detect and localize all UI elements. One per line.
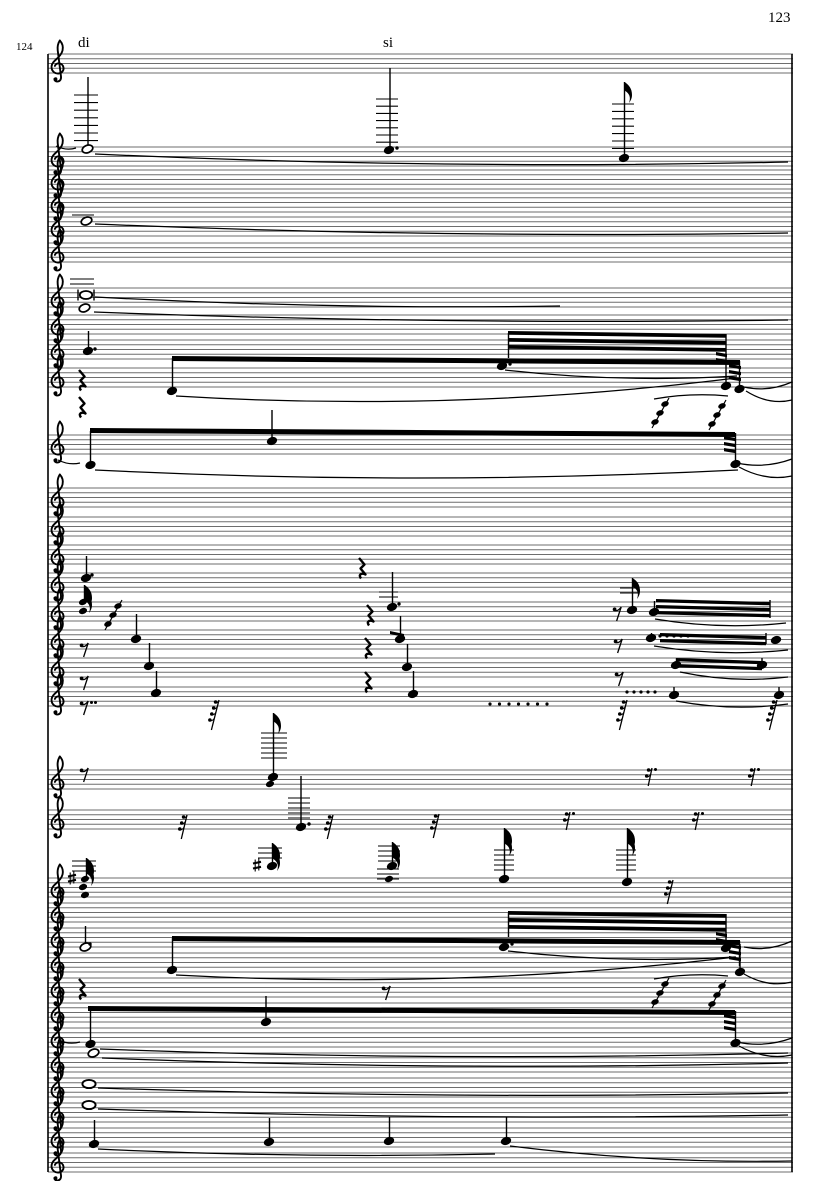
note-head	[645, 632, 658, 643]
note-head	[88, 1138, 101, 1149]
note-head-small	[265, 780, 275, 789]
treble-clef-dot	[54, 793, 58, 797]
half-note-head	[87, 1048, 100, 1059]
tie-slur	[98, 1088, 788, 1095]
note-head	[295, 821, 308, 832]
note-cluster-head	[717, 982, 726, 990]
beam	[172, 356, 740, 365]
dot-row-dot	[653, 690, 656, 693]
rest-dot	[701, 812, 704, 815]
note-cluster-head	[660, 980, 669, 988]
treble-clef-dot	[54, 901, 58, 905]
note-cluster-head	[712, 411, 721, 419]
tie-slur	[739, 467, 792, 478]
tie-slur	[737, 1038, 792, 1044]
beam	[508, 345, 726, 352]
dot-row-dot	[672, 634, 675, 637]
multi-rest-hook	[616, 718, 620, 722]
treble-clef-dot	[54, 1026, 58, 1030]
multi-rest-hook	[180, 821, 184, 825]
treble-clef-dot	[54, 1051, 58, 1055]
multi-rest-hook	[178, 827, 182, 831]
note-cluster-head	[113, 602, 122, 610]
tie-slur	[680, 672, 788, 679]
measure-number: 124	[16, 41, 33, 53]
note-head	[386, 860, 399, 871]
half-note-head	[81, 144, 94, 155]
note-head	[166, 964, 179, 975]
quarter-rest-icon	[367, 605, 374, 626]
sharp-icon	[253, 862, 261, 864]
treble-clef-dot	[54, 833, 58, 837]
rest-dot	[572, 812, 575, 815]
dot-row-dot	[679, 634, 682, 637]
note-head-small	[80, 875, 90, 884]
sharp-icon	[68, 875, 76, 877]
dot-row-dot	[639, 690, 642, 693]
beam	[508, 925, 726, 932]
treble-clef-icon	[52, 422, 64, 463]
beam	[676, 658, 762, 664]
note-head	[386, 601, 399, 612]
treble-clef-dot	[54, 1076, 58, 1080]
treble-clef-dot	[54, 458, 58, 462]
multi-rest-hook	[212, 706, 216, 710]
beam	[508, 331, 726, 338]
treble-clef-dot	[54, 1176, 58, 1180]
sharp-icon	[68, 880, 76, 882]
treble-clef-icon	[52, 41, 64, 82]
dot-row-dot	[665, 634, 668, 637]
dot-row-dot	[545, 702, 548, 705]
note-head-small	[384, 875, 394, 884]
dot-row-dot	[498, 702, 501, 705]
tie-slur	[95, 224, 788, 235]
tie-slur	[176, 957, 736, 980]
quarter-rest-icon	[365, 672, 372, 693]
multi-rest-hook	[748, 774, 752, 778]
note-cluster-head	[655, 409, 664, 417]
rest-dot	[90, 701, 93, 704]
lyric-syllable-di: di	[78, 35, 90, 51]
multi-rest-hook	[666, 886, 670, 890]
multi-rest-hook	[432, 820, 436, 824]
treble-clef-dot	[54, 240, 58, 244]
treble-clef-dot	[54, 216, 58, 220]
tie-slur	[176, 378, 736, 402]
note-head	[80, 572, 93, 583]
whole-note-head	[82, 1101, 95, 1109]
dot-row-dot	[488, 702, 491, 705]
note-cluster-head	[108, 611, 117, 619]
note-head	[260, 1016, 273, 1027]
note-cluster-head	[655, 989, 664, 997]
augmentation-dot	[397, 602, 400, 605]
sharp-icon	[253, 867, 261, 869]
augmentation-dot	[508, 362, 511, 365]
augmentation-dot	[510, 942, 513, 945]
multi-rest-hook	[208, 718, 212, 722]
tie-slur	[510, 1146, 792, 1161]
rest-dot	[757, 768, 760, 771]
note-head	[383, 144, 396, 155]
page-number: 123	[768, 10, 791, 26]
note-head	[84, 1038, 97, 1049]
multi-rest-hook	[210, 712, 214, 716]
note-head	[733, 383, 746, 394]
augmentation-dot	[90, 573, 93, 576]
quarter-rest-icon	[365, 638, 372, 659]
tie-slur	[737, 459, 792, 465]
dot-row-dot	[526, 702, 529, 705]
augmentation-dot	[395, 146, 398, 149]
treble-clef-dot	[54, 1126, 58, 1130]
quarter-rest-icon	[79, 979, 86, 1000]
beam	[656, 605, 770, 611]
dot-row-dot	[517, 702, 520, 705]
tie-slur	[744, 382, 792, 389]
note-cluster-head	[650, 998, 659, 1006]
quarter-rest-icon	[359, 558, 366, 579]
dot-row-dot	[658, 634, 661, 637]
beam	[660, 633, 766, 639]
note-head	[773, 689, 786, 700]
note-head	[626, 604, 639, 615]
treble-clef-dot	[54, 926, 58, 930]
dot-row-dot	[686, 634, 689, 637]
note-cluster-head	[707, 420, 716, 428]
multi-rest-hook	[324, 827, 328, 831]
note-head	[407, 688, 420, 699]
tie-slur	[654, 395, 728, 399]
treble-clef-dot	[54, 1101, 58, 1105]
treble-clef-dot	[54, 710, 58, 714]
note-head	[266, 860, 279, 871]
treble-clef-dot	[54, 391, 58, 395]
note-cluster-head	[717, 402, 726, 410]
treble-clef-icon	[52, 757, 64, 798]
dot-row-dot	[646, 690, 649, 693]
treble-clef-dot	[54, 77, 58, 81]
multi-rest-hook	[645, 774, 649, 778]
note-head	[143, 660, 156, 671]
dot-row-dot	[632, 690, 635, 693]
note-head	[82, 345, 95, 356]
tie-slur	[739, 1046, 792, 1057]
treble-clef-dot	[54, 1001, 58, 1005]
beam	[724, 442, 736, 447]
note-cluster-head	[660, 400, 669, 408]
note-flag-icon	[274, 713, 282, 734]
note-head-small	[78, 607, 88, 616]
quarter-rest-icon	[79, 397, 86, 418]
treble-clef-dot	[54, 1151, 58, 1155]
whole-note-head	[82, 1080, 95, 1088]
beam	[90, 428, 735, 437]
multi-rest-hook	[768, 712, 772, 716]
half-note-head	[78, 303, 91, 314]
augmentation-dot	[307, 822, 310, 825]
note-head	[668, 689, 681, 700]
rest-dot	[94, 701, 97, 704]
note-head	[263, 1136, 276, 1147]
tie-slur	[98, 1149, 495, 1155]
treble-clef-dot	[54, 976, 58, 980]
note-head	[734, 966, 747, 977]
augmentation-dot	[88, 942, 91, 945]
multi-rest-hook	[664, 892, 668, 896]
lyric-syllable-si: si	[383, 35, 394, 51]
tie-slur	[95, 154, 788, 165]
treble-clef-dot	[54, 170, 58, 174]
note-head	[618, 152, 631, 163]
dot-row-dot	[536, 702, 539, 705]
note-head-small	[78, 883, 88, 892]
multi-rest-hook	[563, 818, 567, 822]
multi-rest-hook	[620, 706, 624, 710]
dot-row-dot	[507, 702, 510, 705]
note-flag-icon	[625, 82, 633, 103]
multi-rest-hook	[766, 718, 770, 722]
note-head	[267, 771, 280, 782]
treble-clef-icon	[52, 797, 64, 838]
beam	[508, 338, 726, 345]
treble-clef-dot	[54, 338, 58, 342]
tie-slur	[655, 619, 786, 626]
beam	[508, 918, 726, 925]
treble-clef-dot	[54, 266, 58, 270]
rest-dot	[654, 768, 657, 771]
multi-rest-hook	[770, 706, 774, 710]
augmentation-dot	[93, 347, 96, 350]
tie-slur	[95, 470, 738, 478]
multi-rest-hook	[326, 821, 330, 825]
note-cluster-head	[650, 418, 659, 426]
beam	[724, 1026, 736, 1031]
treble-clef-icon	[52, 355, 64, 396]
note-head	[84, 459, 97, 470]
multi-rest-hook	[430, 826, 434, 830]
beam	[656, 599, 770, 605]
treble-clef-dot	[54, 951, 58, 955]
dot-row-dot	[625, 690, 628, 693]
breve-note-head	[80, 291, 92, 299]
multi-rest-hook	[618, 712, 622, 716]
tie-slur	[746, 391, 792, 402]
multi-rest-hook	[692, 818, 696, 822]
beam	[676, 664, 762, 670]
treble-clef-dot	[54, 193, 58, 197]
note-cluster-head	[707, 1000, 716, 1008]
beam	[724, 1020, 736, 1025]
